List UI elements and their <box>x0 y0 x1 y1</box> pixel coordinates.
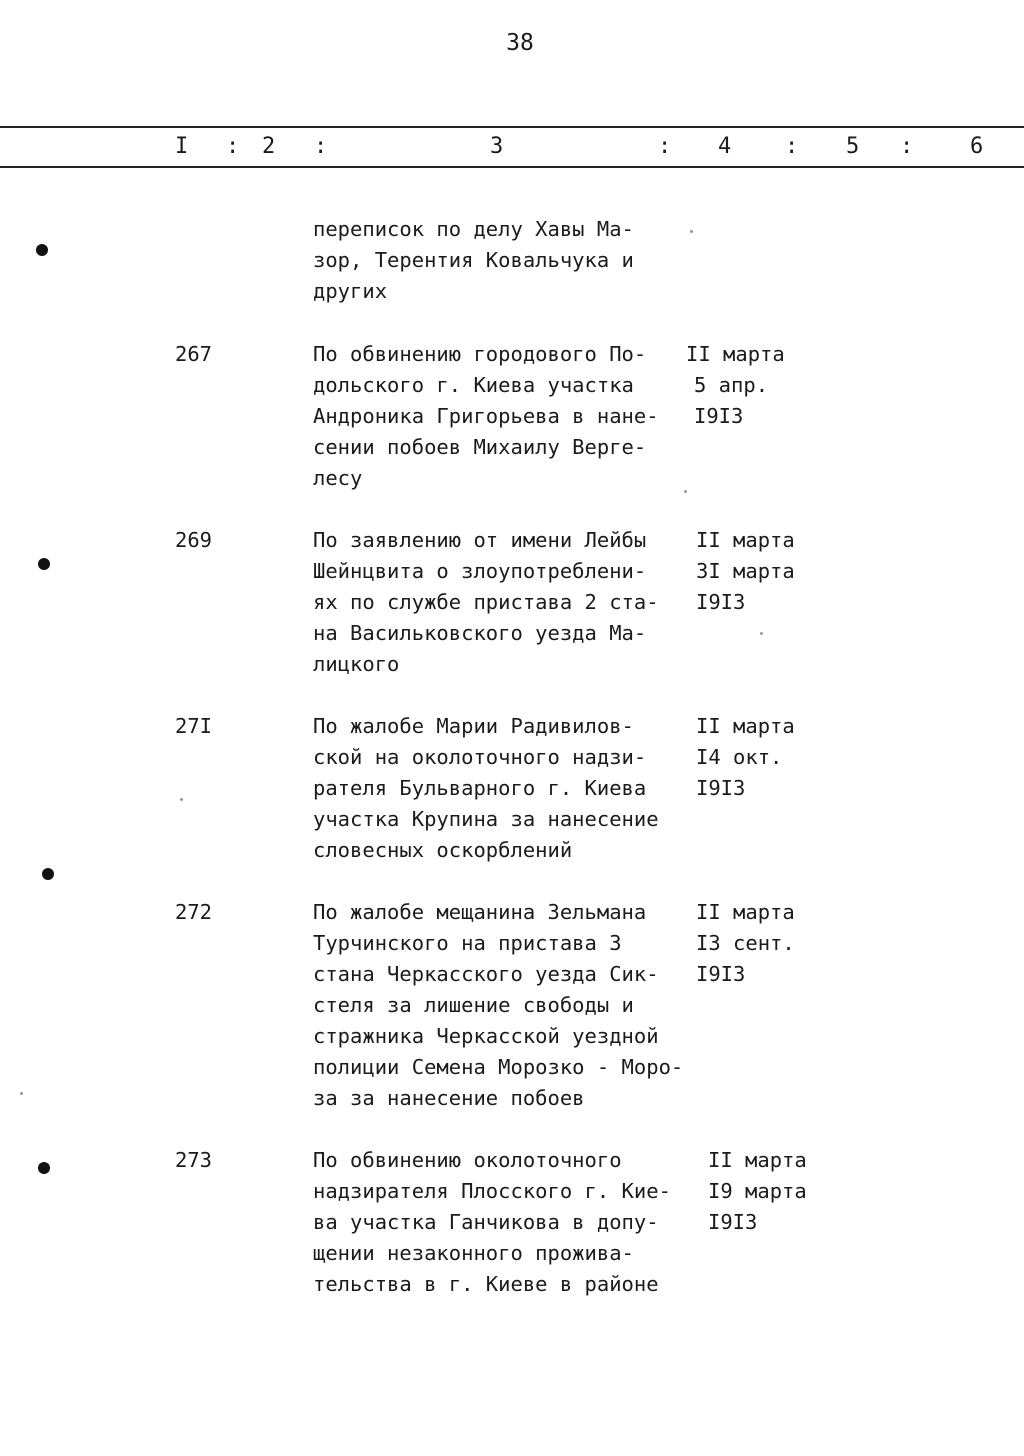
column-separator: : <box>658 134 672 159</box>
column-header-5: 5 <box>846 134 860 159</box>
start-date: II марта <box>686 342 785 366</box>
description-line: ях по службе пристава 2 ста- <box>313 590 659 614</box>
column-header-3: 3 <box>490 134 504 159</box>
description-line: щении незаконного прожива- <box>313 1241 634 1265</box>
entry-description <box>313 711 659 866</box>
entry-number: 273 <box>175 1148 213 1172</box>
binding-hole <box>38 1162 50 1174</box>
end-date: I9 марта <box>708 1179 807 1203</box>
page-number: 38 <box>506 30 534 56</box>
paper-speck <box>760 632 763 635</box>
end-date: 5 апр. <box>694 373 769 397</box>
end-date: I3 сент. <box>696 931 795 955</box>
year: I9I3 <box>696 962 746 986</box>
column-separator: : <box>900 134 914 159</box>
binding-hole <box>38 558 50 570</box>
paper-speck <box>180 798 183 801</box>
entry-dates <box>696 897 795 990</box>
entry-dates <box>708 1145 807 1238</box>
table-top-rule <box>0 126 1024 128</box>
entry-dates <box>696 711 795 804</box>
end-date: 3I марта <box>696 559 795 583</box>
description-line: рателя Бульварного г. Киева <box>313 776 647 800</box>
end-date: I4 окт. <box>696 745 783 769</box>
description-line: дольского г. Киева участка <box>313 373 634 397</box>
description-line: стана Черкасского уезда Сик- <box>313 962 659 986</box>
paper-speck <box>20 1092 23 1095</box>
column-header-1: I <box>175 134 189 159</box>
description-line: Андроника Григорьева в нане- <box>313 404 659 428</box>
description-line: за за нанесение побоев <box>313 1086 585 1110</box>
entry-dates <box>696 525 795 618</box>
description-line: лицкого <box>313 652 400 676</box>
description-line: стражника Черкасской уездной <box>313 1024 659 1048</box>
column-header-6: 6 <box>970 134 984 159</box>
column-header-4: 4 <box>718 134 732 159</box>
description-line: других <box>313 279 388 303</box>
year: I9I3 <box>696 776 746 800</box>
column-header-2: 2 <box>262 134 276 159</box>
description-line: Турчинского на пристава 3 <box>313 931 622 955</box>
entry-dates <box>686 339 785 432</box>
description-line: По обвинению городового По- <box>313 342 647 366</box>
description-line: полиции Семена Морозко - Моро- <box>313 1055 684 1079</box>
description-line: лесу <box>313 466 363 490</box>
description-line: По жалобе Марии Радивилов- <box>313 714 634 738</box>
start-date: II марта <box>708 1148 807 1172</box>
entry-description <box>313 339 659 494</box>
description-line: участка Крупина за нанесение <box>313 807 659 831</box>
description-line: Шейнцвита о злоупотреблени- <box>313 559 647 583</box>
column-separator: : <box>226 134 240 159</box>
column-separator: : <box>785 134 799 159</box>
column-separator: : <box>314 134 328 159</box>
start-date: II марта <box>696 900 795 924</box>
year: I9I3 <box>696 590 746 614</box>
entry-number: 267 <box>175 342 213 366</box>
binding-hole <box>42 868 54 880</box>
entry-description <box>313 525 659 680</box>
description-line: тельства в г. Киеве в районе <box>313 1272 659 1296</box>
description-line: По жалобе мещанина Зельмана <box>313 900 647 924</box>
start-date: II марта <box>696 714 795 738</box>
year: I9I3 <box>694 404 744 428</box>
table-header-bottom-rule <box>0 166 1024 168</box>
entry-number: 27I <box>175 714 213 738</box>
paper-speck <box>684 490 687 493</box>
description-line: По обвинению околоточного <box>313 1148 622 1172</box>
start-date: II марта <box>696 528 795 552</box>
entry-description <box>313 1145 671 1300</box>
description-line: ской на околоточного надзи- <box>313 745 647 769</box>
description-line: словесных оскорблений <box>313 838 573 862</box>
description-line: По заявлению от имени Лейбы <box>313 528 647 552</box>
description-line: ва участка Ганчикова в допу- <box>313 1210 659 1234</box>
description-line: стеля за лишение свободы и <box>313 993 634 1017</box>
binding-hole <box>36 244 48 256</box>
entry-description <box>313 214 634 307</box>
paper-speck <box>690 230 693 233</box>
description-line: зор, Терентия Ковальчука и <box>313 248 634 272</box>
description-line: сении побоев Михаилу Верге- <box>313 435 647 459</box>
description-line: на Васильковского уезда Ма- <box>313 621 647 645</box>
description-line: надзирателя Плосского г. Кие- <box>313 1179 671 1203</box>
entry-description <box>313 897 683 1114</box>
description-line: переписок по делу Хавы Ма- <box>313 217 634 241</box>
entry-number: 272 <box>175 900 213 924</box>
year: I9I3 <box>708 1210 758 1234</box>
entry-number: 269 <box>175 528 213 552</box>
